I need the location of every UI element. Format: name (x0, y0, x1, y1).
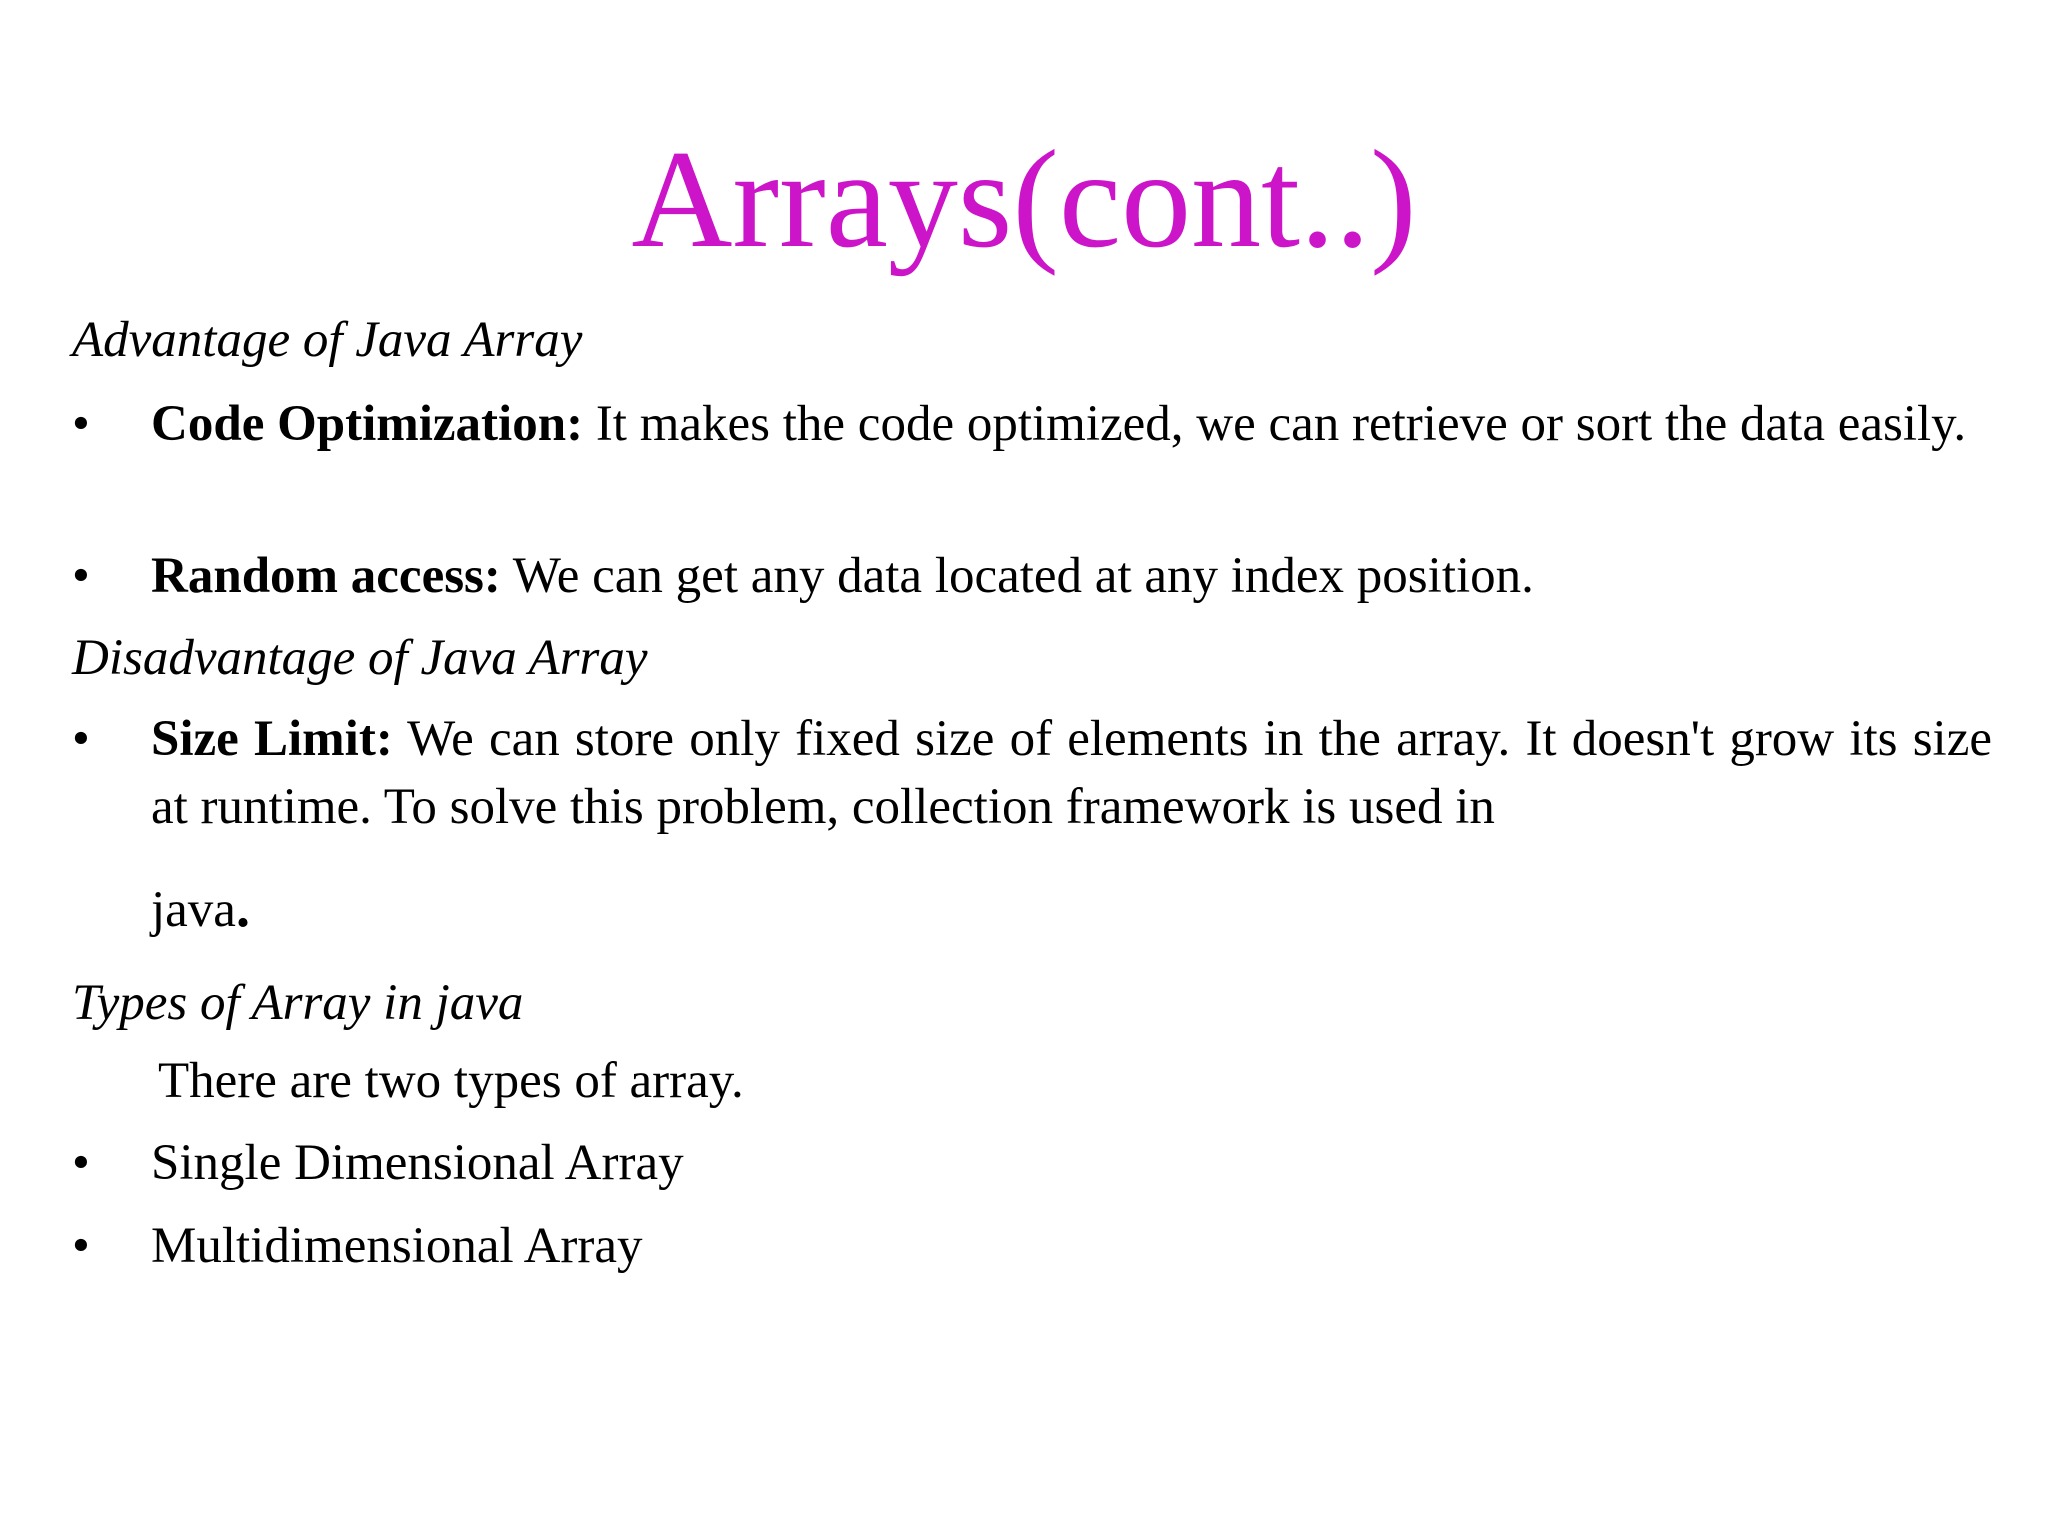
list-item (72, 1129, 1992, 1197)
types-intro: There are two types of array. (158, 1053, 744, 1109)
slide-title: Arrays(cont..) (631, 122, 1417, 277)
list-item (72, 390, 1992, 458)
bullet-text (151, 542, 1992, 610)
bullet-text: Single Dimensional Array (151, 1135, 684, 1191)
bullet-tail: java (151, 882, 236, 938)
bullet-label: Size Limit: (151, 711, 393, 767)
bullet-icon: • (72, 396, 90, 452)
advantage-heading: Advantage of Java Array (72, 312, 583, 368)
list-item (72, 542, 1992, 610)
bullet-text: Multidimensional Array (151, 1218, 643, 1274)
list-item (72, 1212, 1992, 1280)
bullet-body: We can get any data located at any index position. (500, 548, 1534, 604)
bullet-icon: • (72, 711, 90, 767)
bullet-icon: • (72, 1218, 90, 1274)
bullet-tail-punct: . (235, 877, 250, 939)
types-heading: Types of Array in java (72, 975, 524, 1031)
bullet-text (151, 390, 1992, 458)
disadvantage-heading: Disadvantage of Java Array (72, 630, 648, 686)
list-item (72, 705, 1992, 841)
bullet-icon: • (72, 548, 90, 604)
bullet-body: It makes the code optimized, we can retrieve or sort the data easily. (583, 396, 1967, 452)
bullet-label: Code Optimization: (151, 396, 584, 452)
bullet-text (151, 705, 1992, 841)
bullet-icon: • (72, 1135, 90, 1191)
bullet-label: Random access: (151, 548, 501, 604)
bullet-body: We can store only fixed size of elements in the array. It doesn't grow its size at runtime. To solve this problem, collection framework is used in (151, 711, 1992, 835)
bullet-continuation (151, 878, 250, 940)
